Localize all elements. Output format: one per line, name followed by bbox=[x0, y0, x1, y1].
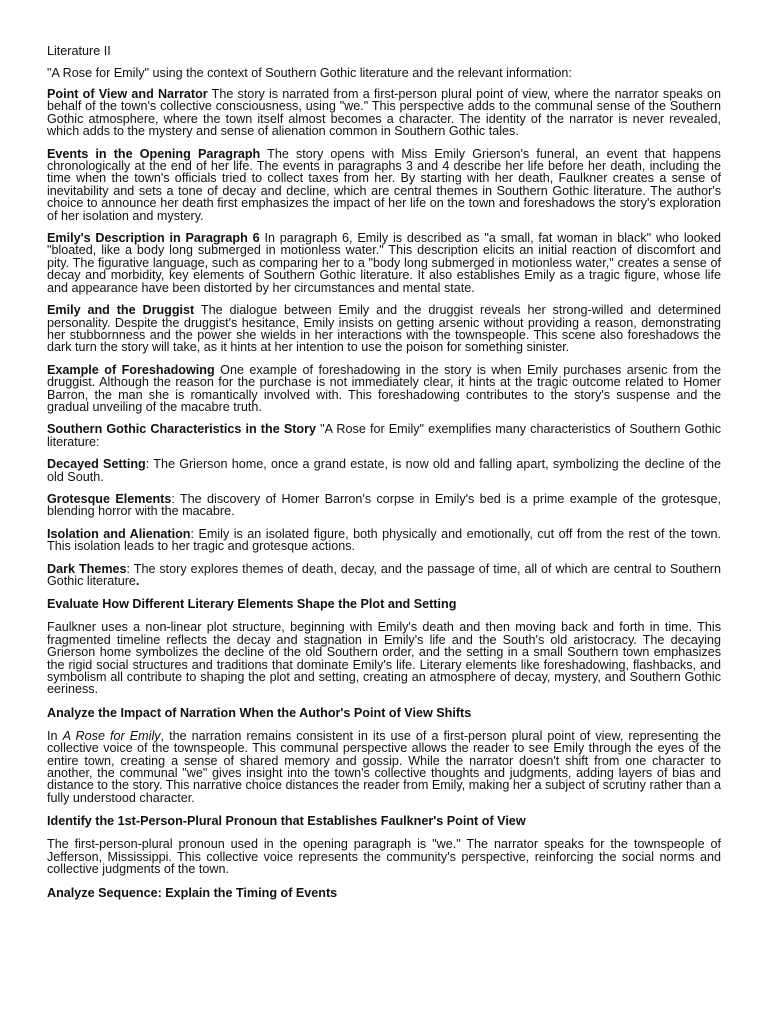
opening-heading: Events in the Opening Paragraph bbox=[47, 146, 261, 161]
decayed-text: : The Grierson home, once a grand estate, is now old and falling apart, symbolizing the decline of the old South. bbox=[47, 457, 722, 484]
opening-paragraph bbox=[47, 148, 721, 222]
isolation-heading: Isolation and Alienation bbox=[47, 526, 191, 541]
gothic-text: "A Rose for Emily" exemplifies many characteristics of Southern Gothic literature: bbox=[47, 422, 721, 449]
isolation-text: : Emily is an isolated figure, both physically and emotionally, cut off from the rest of the town. This isolation leads to her tragic and grotesque actions. bbox=[47, 526, 722, 554]
narration-text: , the narration remains consistent in its use of a first-person plural point of view, representing the collective voice of the townspeople. This communal perspective allows the reader to see Emily through the eyes of the entire town, creating a sense of shared memory and gossip. While the narrator doesn't shift from one character to another, the communal "we" gives insight into the town's collective thoughts and judgments, adding layers of bias and distance to the story. This narrative choice distances the reader from Emily, making her a subject of scrutiny rather than a fully understood character. bbox=[47, 728, 721, 805]
grotesque-heading: Grotesque Elements bbox=[47, 491, 172, 506]
druggist-paragraph bbox=[47, 304, 721, 354]
document-page bbox=[47, 44, 721, 910]
decayed-heading: Decayed Setting bbox=[47, 457, 146, 472]
dark-heading: Dark Themes bbox=[47, 561, 127, 576]
evaluate-text: Faulkner uses a non-linear plot structure, beginning with Emily's death and then moving back and forth in time. This fragmented timeline reflects the decay and stagnation in Emily's life and the South's old aristocracy. The decaying Grierson home symbolizes the decline of the old Southern order, and the setting in a small Southern town emphasizes the rigid social structures and traditions that dominate Emily's life. Literary elements like foreshadowing, flashbacks, and symbolism all contribute to shaping the plot and setting, creating an atmosphere of decay, mystery, and Southern Gothic eeriness. bbox=[47, 620, 721, 697]
pronoun-heading: Identify the 1st-Person-Plural Pronoun that Establishes Faulkner's Point of View bbox=[47, 814, 526, 829]
narration-work-title: A Rose for Emily bbox=[62, 728, 161, 743]
isolation-paragraph bbox=[47, 528, 721, 553]
pronoun-text: The first-person-plural pronoun used in the opening paragraph is "we." The narrator speaks for the townspeople of Jefferson, Mississippi. This collective voice represents the community's perspective, reinforcing the social norms and collective judgments of the town. bbox=[47, 837, 721, 877]
pov-heading: Point of View and Narrator bbox=[47, 87, 208, 101]
foreshadowing-text: One example of foreshadowing in the story is when Emily purchases arsenic from the druggist. Although the reason for the purchase is not immediately clear, it hints at the tragic outcome related to Homer Barron, the man she is romantically involved with. This foreshadowing contributes to the story's suspense and the gradual unveiling of the macabre truth. bbox=[47, 362, 721, 414]
gothic-heading: Southern Gothic Characteristics in the Story bbox=[47, 422, 317, 437]
foreshadowing-heading: Example of Foreshadowing bbox=[47, 362, 215, 377]
dark-paragraph bbox=[47, 563, 721, 588]
grotesque-paragraph bbox=[47, 493, 721, 518]
sequence-heading: Analyze Sequence: Explain the Timing of Events bbox=[47, 885, 338, 900]
description-text: In paragraph 6, Emily is described as "a small, fat woman in black" who looked "bloated, like a body long submerged in motionless water." This description elicits an initial reaction of discomfort and pity. The figurative language, such as comparing her to a "body long submerged in motionless water," creates a sense of decay and morbidity, key elements of Southern Gothic literature. It also establishes Emily as a tragic figure, whose life and appearance have been distorted by her circumstances and mental state. bbox=[47, 231, 721, 295]
course-title: Literature II bbox=[47, 44, 111, 58]
intro-line: "A Rose for Emily" using the context of Southern Gothic literature and the relevant information: bbox=[47, 66, 572, 80]
grotesque-text: : The discovery of Homer Barron's corpse in Emily's bed is a prime example of the grotesque, blending horror with the macabre. bbox=[47, 491, 721, 519]
gothic-paragraph bbox=[47, 423, 721, 448]
narration-paragraph bbox=[47, 730, 721, 804]
dark-end-period: . bbox=[135, 574, 140, 588]
evaluate-heading: Evaluate How Different Literary Elements Shape the Plot and Setting bbox=[47, 597, 457, 612]
druggist-text: The dialogue between Emily and the druggist reveals her strong-willed and determined personality. Despite the druggist's hesitance, Emily insists on getting arsenic without providing a reason, demonstrating her stubbornness and the power she wields in her interactions with the townspeople. This scene also foreshadows the dark turn the story will take, as it hints at her intention to use the poison for something sinister. bbox=[47, 303, 722, 355]
pov-text: The story is narrated from a first-person plural point of view, where the narrator speaks on behalf of the town's collective consciousness, using "we." This perspective adds to the communal sense of the Southern Gothic atmosphere, where the town itself almost becomes a character. The identity of the narrator is never revealed, which adds to the mystery and sense of alienation common in Southern Gothic tales. bbox=[47, 87, 722, 139]
dark-text: : The story explores themes of death, decay, and the passage of time, all of which are central to Southern Gothic literature bbox=[47, 561, 721, 588]
narration-prefix: In bbox=[47, 728, 63, 743]
decayed-paragraph bbox=[47, 458, 721, 483]
description-paragraph bbox=[47, 232, 721, 294]
opening-text: The story opens with Miss Emily Grierson's funeral, an event that happens chronologically at the end of her life. The events in paragraphs 3 and 4 describe her life before her death, including the time when the town's officials tried to collect taxes from her. By starting with her death, Faulkner creates a sense of inevitability and sets a tone of decay and decline, which are central themes in Southern Gothic literature. The author's choice to announce her death first emphasizes the impact of her life on the town and foreshadows the story's exploration of her isolation and mystery. bbox=[47, 146, 721, 223]
foreshadowing-paragraph bbox=[47, 364, 721, 414]
description-heading: Emily's Description in Paragraph 6 bbox=[47, 231, 260, 246]
narration-heading: Analyze the Impact of Narration When the Author's Point of View Shifts bbox=[47, 705, 472, 720]
pov-paragraph bbox=[47, 88, 721, 138]
druggist-heading: Emily and the Druggist bbox=[47, 303, 195, 318]
